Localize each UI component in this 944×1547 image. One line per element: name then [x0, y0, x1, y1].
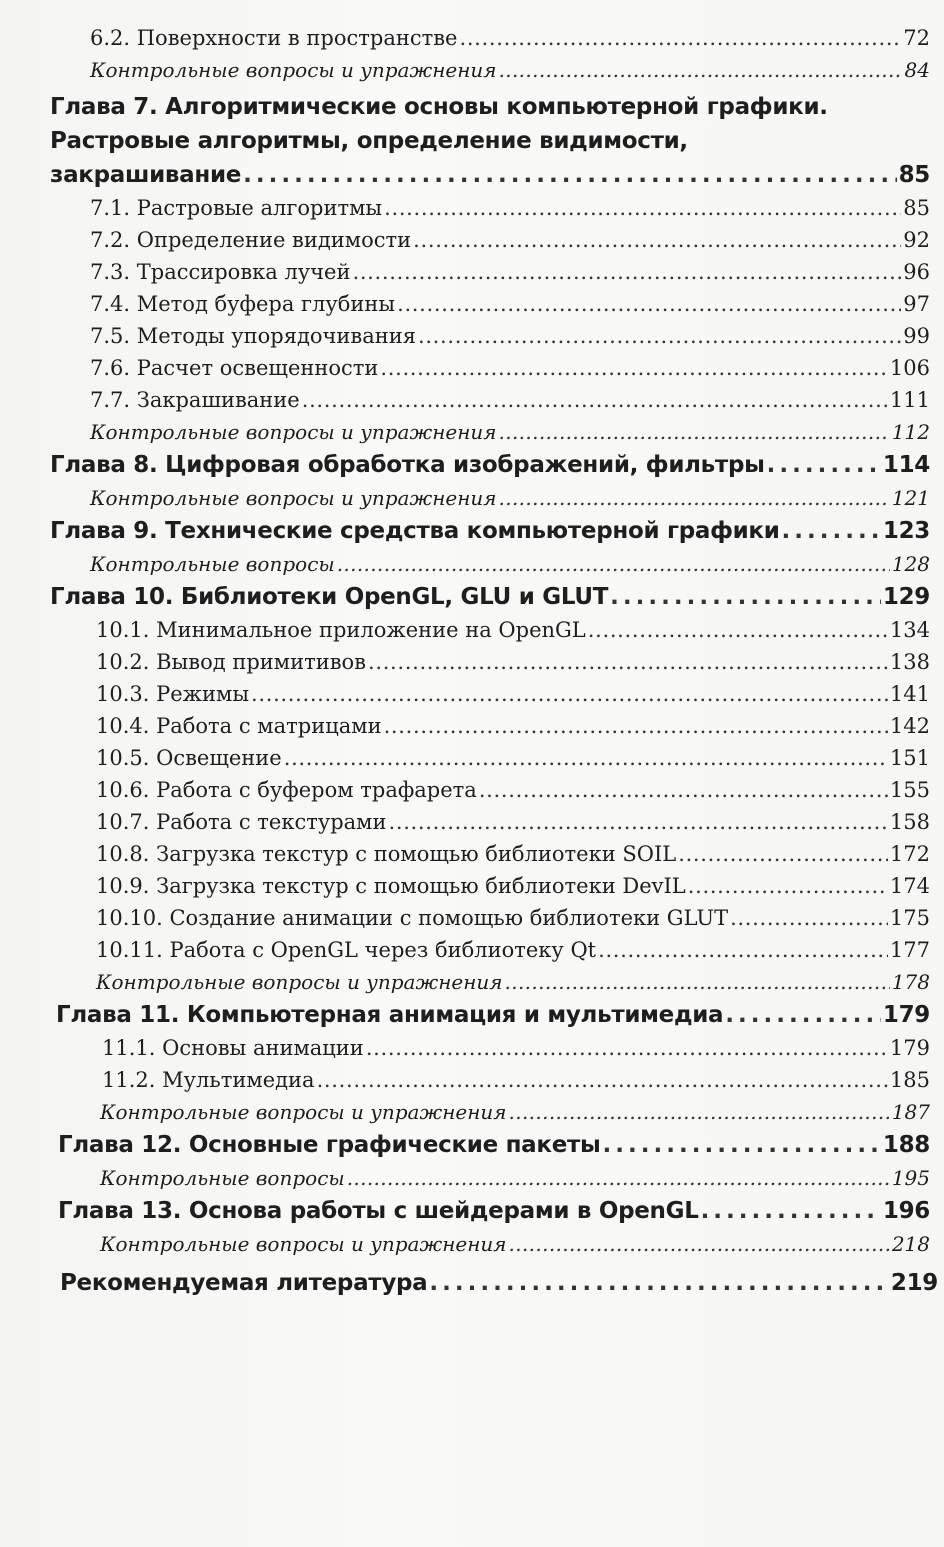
page-number: 114: [882, 452, 930, 478]
entry-title: 7.7. Закрашивание: [90, 388, 300, 412]
toc-entry-7-6: [90, 352, 930, 384]
dot-leader: [397, 288, 901, 320]
toc-entry-chapter-10: [50, 580, 930, 614]
entry-title: Глава 10. Библиотеки OpenGL, GLU и GLUT: [50, 584, 609, 610]
toc-entry-10-9: [96, 870, 930, 902]
page-number: 96: [903, 260, 930, 284]
toc-entry-chapter-8: [50, 448, 930, 482]
entry-title: 10.1. Минимальное приложение на OpenGL: [96, 618, 586, 642]
page-number: 121: [891, 486, 930, 510]
toc-entry-chapter-13: [58, 1194, 930, 1228]
dot-leader: [243, 158, 896, 192]
entry-title: 10.2. Вывод примитивов: [96, 650, 366, 674]
dot-leader: [688, 870, 888, 902]
toc-entry-questions-13: [100, 1228, 930, 1260]
entry-title: 10.10. Создание анимации с помощью библиотеки GLUT: [96, 906, 729, 930]
toc-entry-questions-8: [90, 482, 930, 514]
table-of-contents: [0, 22, 944, 1300]
toc-entry-10-3: [96, 678, 930, 710]
entry-title: 10.3. Режимы: [96, 682, 250, 706]
dot-leader: [389, 806, 888, 838]
toc-entry-10-5: [96, 742, 930, 774]
page-number: 141: [889, 682, 930, 706]
entry-title: 10.11. Работа с OpenGL через библиотеку Qt: [96, 938, 597, 962]
entry-title: Глава 11. Компьютерная анимация и мультимедиа: [56, 1002, 724, 1028]
toc-entry-7-3: [90, 256, 930, 288]
entry-title: 7.3. Трассировка лучей: [90, 260, 351, 284]
dot-leader: [610, 580, 881, 614]
page-number: 134: [889, 618, 930, 642]
page-number: 106: [889, 356, 930, 380]
dot-leader: [730, 902, 888, 934]
entry-title: 10.5. Освещение: [96, 746, 282, 770]
page-number: 85: [898, 162, 930, 188]
dot-leader: [384, 192, 901, 224]
page-number: 99: [903, 324, 930, 348]
entry-title: 10.9. Загрузка текстур с помощью библиотеки DevIL: [96, 874, 686, 898]
toc-entry-7-5: [90, 320, 930, 352]
dot-leader: [509, 1096, 890, 1128]
toc-entry-chapter-7: [50, 158, 930, 192]
entry-title: 7.4. Метод буфера глубины: [90, 292, 396, 316]
toc-entry-11-1: [102, 1032, 930, 1064]
toc-entry-7-1: [90, 192, 930, 224]
dot-leader: [413, 224, 901, 256]
entry-title: закрашивание: [50, 162, 242, 188]
dot-leader: [284, 742, 888, 774]
entry-title: 7.6. Расчет освещенности: [90, 356, 379, 380]
toc-entry-questions-6: [90, 54, 930, 86]
dot-leader: [603, 1128, 881, 1162]
page-number: 128: [891, 552, 930, 576]
entry-title: Контрольные вопросы и упражнения: [100, 1100, 507, 1124]
entry-title: 7.5. Методы упорядочивания: [90, 324, 416, 348]
toc-entry-chapter-9: [50, 514, 930, 548]
entry-title: Глава 9. Технические средства компьютерной графики: [50, 518, 780, 544]
chapter-7-title-line-1: Глава 7. Алгоритмические основы компьютерной графики.: [50, 94, 828, 120]
entry-title: Контрольные вопросы: [100, 1166, 345, 1190]
page-number: 218: [891, 1232, 930, 1256]
toc-entry-10-2: [96, 646, 930, 678]
entry-title: Контрольные вопросы и упражнения: [90, 420, 497, 444]
dot-leader: [418, 320, 901, 352]
page-number: 92: [903, 228, 930, 252]
toc-entry-7-7: [90, 384, 930, 416]
entry-title: 7.1. Растровые алгоритмы: [90, 196, 383, 220]
page-number: 155: [889, 778, 930, 802]
entry-title: Контрольные вопросы и упражнения: [90, 58, 497, 82]
dot-leader: [782, 514, 881, 548]
toc-entry-10-8: [96, 838, 930, 870]
entry-title: Контрольные вопросы и упражнения: [90, 486, 497, 510]
page-number: 84: [904, 58, 930, 82]
page-number: 185: [889, 1068, 930, 1092]
page-number: 85: [903, 196, 930, 220]
page-number: 138: [889, 650, 930, 674]
dot-leader: [384, 710, 888, 742]
page-number: 174: [889, 874, 930, 898]
toc-entry-questions-10: [96, 966, 930, 998]
dot-leader: [678, 838, 888, 870]
toc-entry-chapter-11: [56, 998, 930, 1032]
entry-title: Рекомендуемая литература: [60, 1270, 428, 1296]
dot-leader: [337, 548, 890, 580]
toc-entry-7-4: [90, 288, 930, 320]
page-number: 187: [891, 1100, 930, 1124]
toc-entry-10-4: [96, 710, 930, 742]
dot-leader: [302, 384, 888, 416]
toc-entry-10-11: [96, 934, 930, 966]
page-number: 151: [889, 746, 930, 770]
dot-leader: [479, 774, 888, 806]
entry-title: 7.2. Определение видимости: [90, 228, 412, 252]
toc-entry-questions-12: [100, 1162, 930, 1194]
dot-leader: [380, 352, 888, 384]
page-number: 179: [882, 1002, 930, 1028]
dot-leader: [499, 54, 903, 86]
dot-leader: [429, 1266, 888, 1300]
toc-entry-10-7: [96, 806, 930, 838]
dot-leader: [366, 1032, 888, 1064]
entry-title: 11.1. Основы анимации: [102, 1036, 364, 1060]
entry-title: Глава 12. Основные графические пакеты: [58, 1132, 601, 1158]
page-number: 97: [903, 292, 930, 316]
entry-title: 10.8. Загрузка текстур с помощью библиотеки SOIL: [96, 842, 677, 866]
toc-entry-literature: [60, 1266, 938, 1300]
page-number: 188: [882, 1132, 930, 1158]
page-number: 111: [889, 388, 930, 412]
page-number: 123: [882, 518, 930, 544]
dot-leader: [368, 646, 888, 678]
dot-leader: [499, 416, 890, 448]
dot-leader: [509, 1228, 890, 1260]
entry-title: Контрольные вопросы: [90, 552, 335, 576]
dot-leader: [505, 966, 890, 998]
toc-entry-questions-11: [100, 1096, 930, 1128]
page-number: 129: [882, 584, 930, 610]
toc-entry-11-2: [102, 1064, 930, 1096]
page-number: 142: [889, 714, 930, 738]
dot-leader: [701, 1194, 881, 1228]
page-number: 196: [882, 1198, 930, 1224]
toc-entry-10-10: [96, 902, 930, 934]
chapter-7-title-line-2: Растровые алгоритмы, определение видимости,: [50, 128, 688, 154]
entry-title: Глава 13. Основа работы с шейдерами в OpenGL: [58, 1198, 699, 1224]
dot-leader: [251, 678, 888, 710]
entry-title: 10.4. Работа с матрицами: [96, 714, 382, 738]
toc-entry-10-6: [96, 774, 930, 806]
entry-title: Глава 8. Цифровая обработка изображений, фильтры: [50, 452, 765, 478]
entry-title: 6.2. Поверхности в пространстве: [90, 26, 458, 50]
dot-leader: [459, 22, 901, 54]
page-number: 175: [889, 906, 930, 930]
page-number: 72: [903, 26, 930, 50]
entry-title: 10.6. Работа с буфером трафарета: [96, 778, 477, 802]
entry-title: 10.7. Работа с текстурами: [96, 810, 387, 834]
dot-leader: [499, 482, 890, 514]
dot-leader: [317, 1064, 888, 1096]
toc-entry-questions-9: [90, 548, 930, 580]
dot-leader: [588, 614, 888, 646]
page-number: 177: [889, 938, 930, 962]
page-number: 219: [890, 1270, 938, 1296]
toc-entry-questions-7: [90, 416, 930, 448]
page-number: 195: [891, 1166, 930, 1190]
toc-entry-7-2: [90, 224, 930, 256]
entry-title: 11.2. Мультимедиа: [102, 1068, 315, 1092]
toc-entry-6-2: [90, 22, 930, 54]
page-number: 179: [889, 1036, 930, 1060]
toc-entry-10-1: [96, 614, 930, 646]
page-number: 178: [891, 970, 930, 994]
dot-leader: [598, 934, 888, 966]
dot-leader: [352, 256, 901, 288]
entry-title: Контрольные вопросы и упражнения: [96, 970, 503, 994]
page-number: 112: [891, 420, 930, 444]
entry-title: Контрольные вопросы и упражнения: [100, 1232, 507, 1256]
dot-leader: [767, 448, 881, 482]
dot-leader: [725, 998, 881, 1032]
toc-entry-chapter-12: [58, 1128, 930, 1162]
page-number: 172: [889, 842, 930, 866]
page-number: 158: [889, 810, 930, 834]
dot-leader: [347, 1162, 890, 1194]
